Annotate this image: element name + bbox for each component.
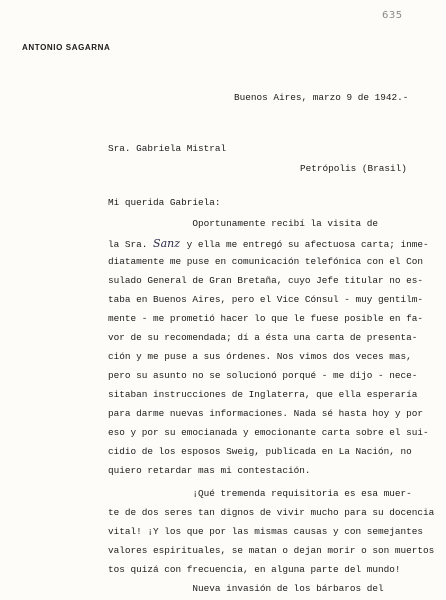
addressee: Sra. Gabriela Mistral <box>108 143 227 154</box>
body-line: pero su asunto no se solucionó porqué - me dijo - nece- <box>108 370 418 381</box>
recipient-place: Petrópolis (Brasil) <box>300 163 407 174</box>
body-line-start: la Sra. <box>108 239 148 250</box>
body-line: para darme nuevas informaciones. Nada sé hasta hoy y por <box>108 408 424 419</box>
body-line: quiero retardar mas mi contestación. <box>108 465 311 476</box>
body-line: te de dos seres tan dignos de vivir mucho para su docencia <box>108 507 435 518</box>
body-line: ción y me puse a sus órdenes. Nos vimos dos veces mas, <box>108 351 412 362</box>
handwritten-name: Sanz <box>153 237 181 250</box>
body-line: Oportunamente recibí la visita de <box>108 218 379 229</box>
body-line: sulado General de Gran Bretaña, cuyo Jefe titular no es- <box>108 275 424 286</box>
body-line: vor de su recomendada; dí a ésta una carta de presenta- <box>108 332 418 343</box>
body-line: vital! ¡Y los que por las mismas causas y con semejantes <box>108 526 424 537</box>
body-line: ¡Qué tremenda requisitoria es esa muer- <box>108 488 412 499</box>
body-line: Nueva invasión de los bárbaros del <box>108 583 384 594</box>
salutation: Mi querida Gabriela: <box>108 197 221 208</box>
body-line: cidio de los esposos Sweig, publicada en La Nación, no <box>108 446 412 457</box>
body-line: eso y por su emocianada y emocionante carta sobre el sui- <box>108 427 429 438</box>
body-line: sitaban instrucciones de Inglaterra, que ella esperaría <box>108 389 418 400</box>
body-line: mente - me prometió hacer lo que le fuese posible en fa- <box>108 313 424 324</box>
body-line: valores espirituales, se matan o dejan morir o son muertos <box>108 545 435 556</box>
archive-number: 635 <box>382 10 403 21</box>
body-line: tos quizá con frecuencia, en alguna parte del mundo! <box>108 564 401 575</box>
date-line: Buenos Aires, marzo 9 de 1942.- <box>234 92 409 103</box>
body-line: taba en Buenos Aires, pero el Vice Cónsul - muy gentilm- <box>108 294 424 305</box>
body-line-with-handwriting <box>108 237 429 250</box>
letterhead: ANTONIO SAGARNA <box>22 43 111 52</box>
body-line-end: y ella me entregó su afectuosa carta; inme- <box>181 239 429 250</box>
body-line: diatamente me puse en comunicación telefónica con el Con <box>108 256 424 267</box>
